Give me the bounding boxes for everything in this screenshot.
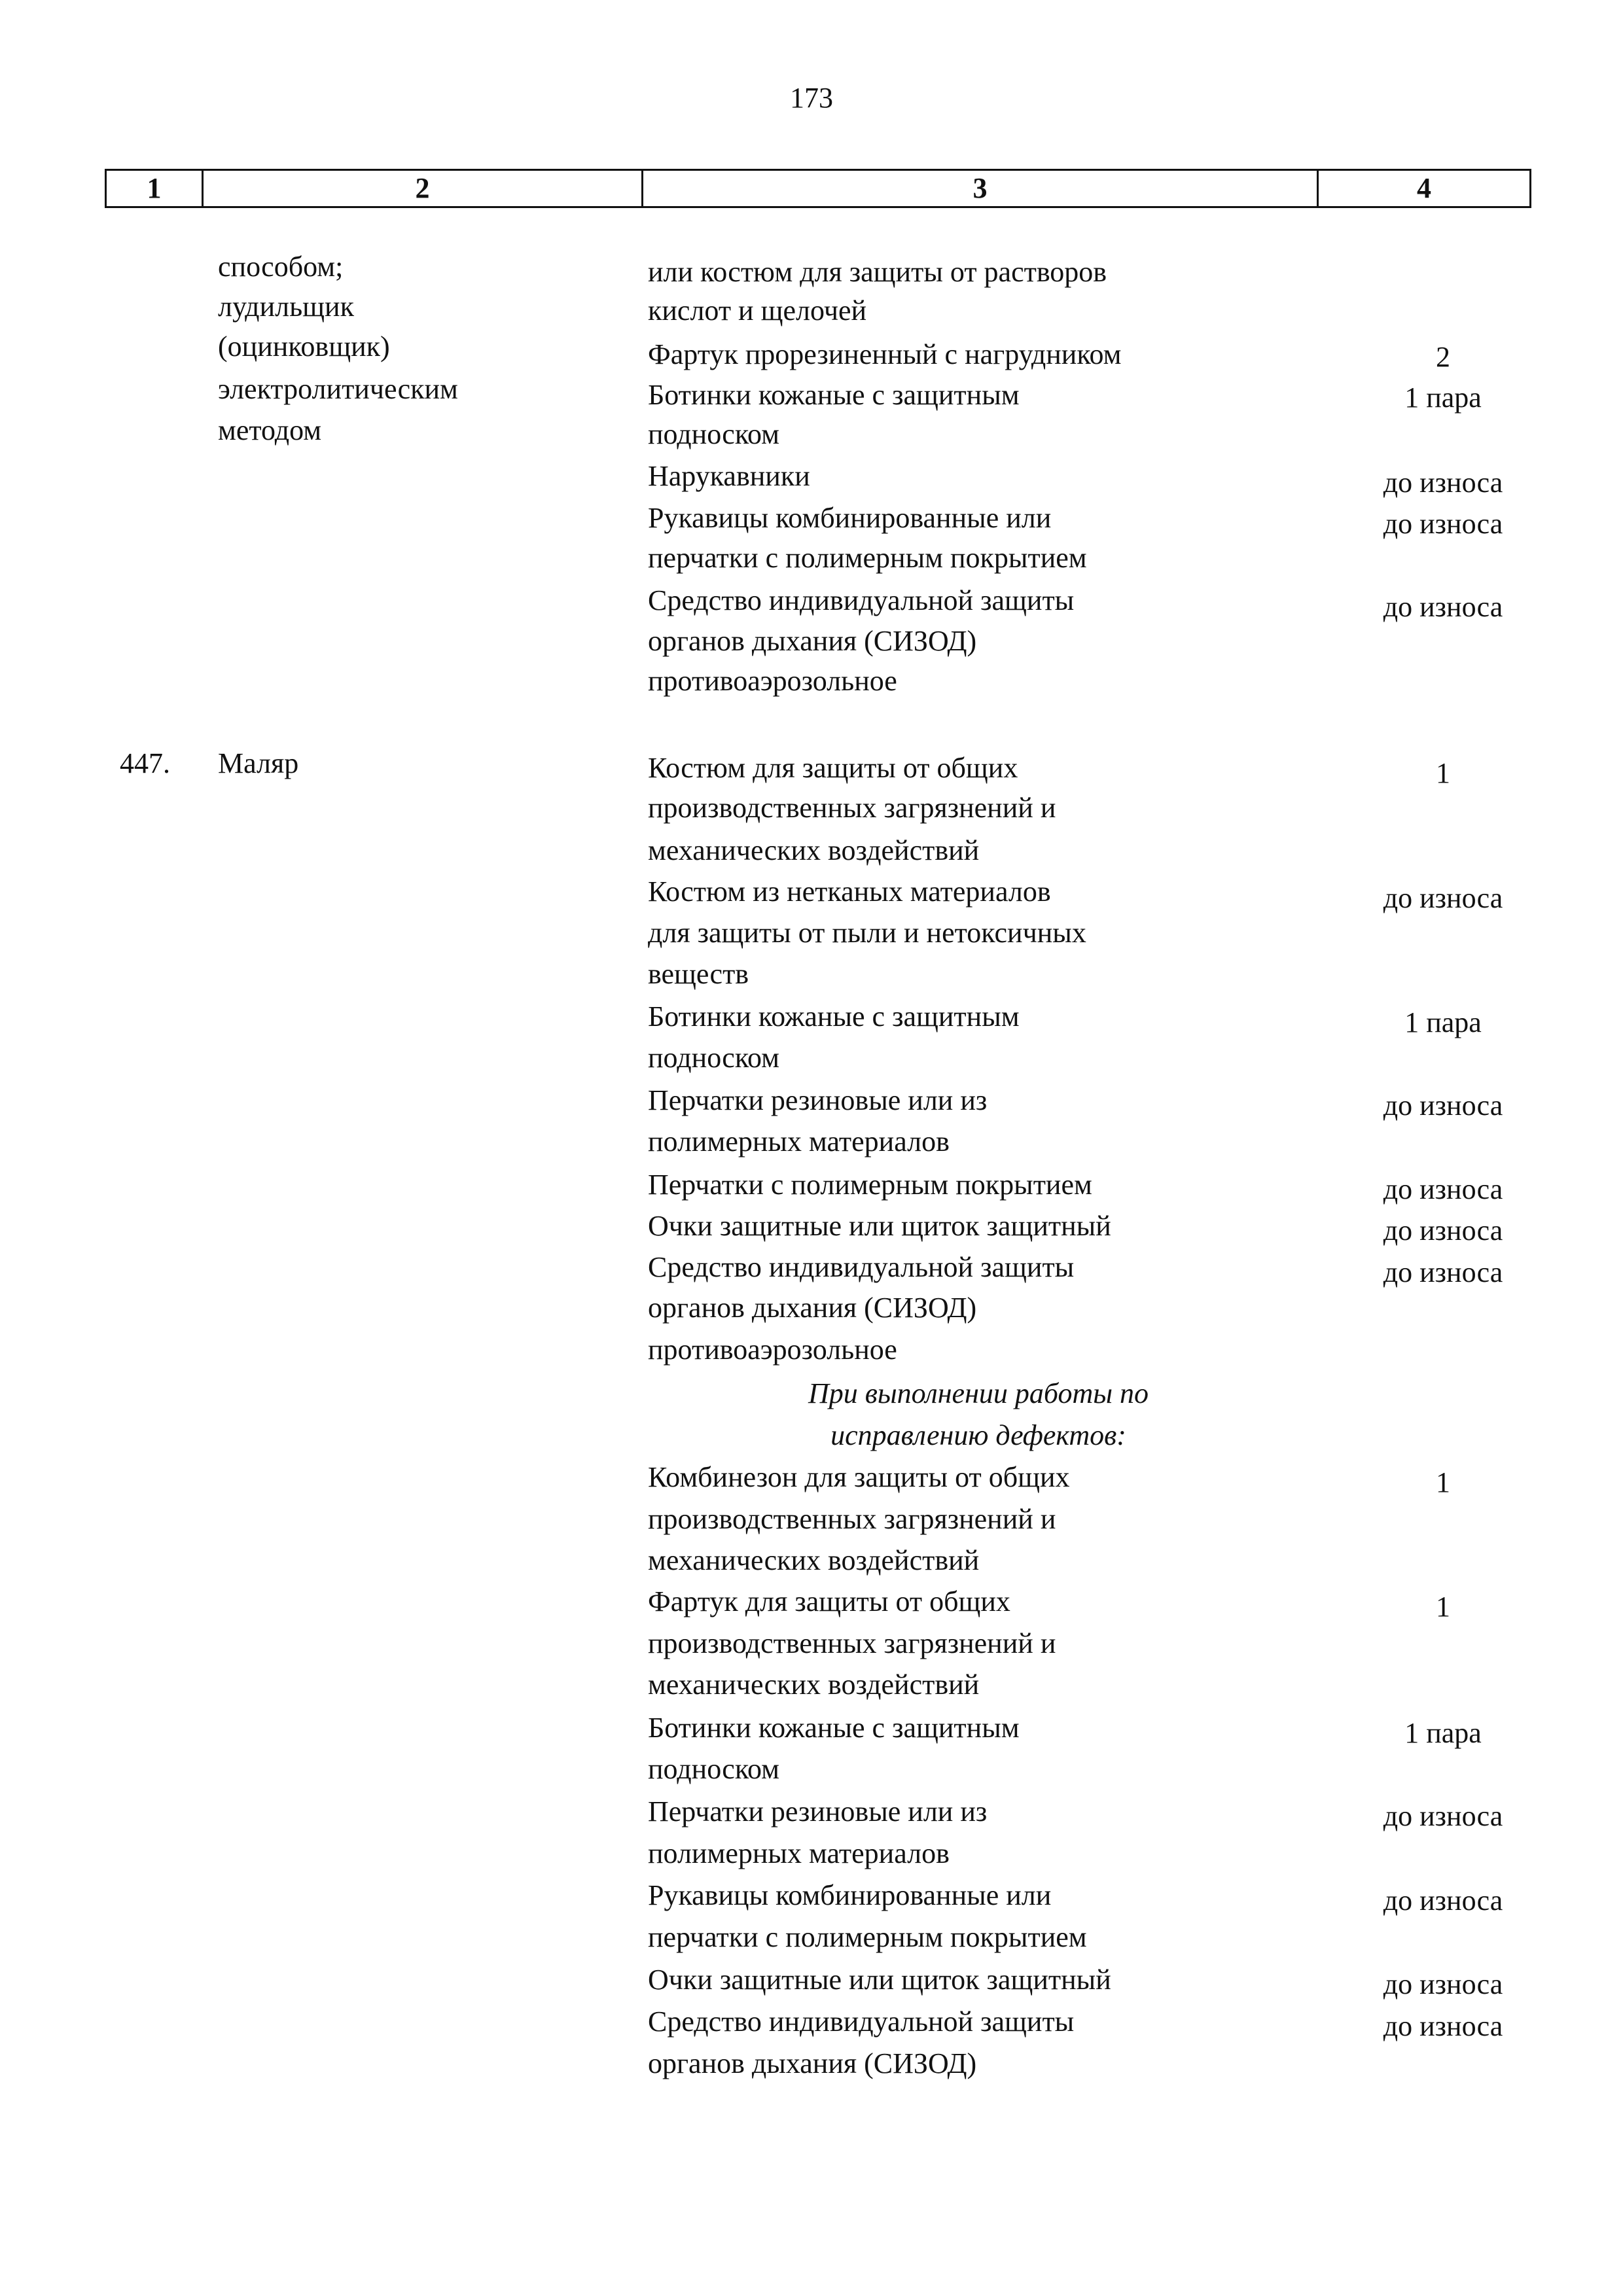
column-header-1: 1 bbox=[107, 171, 204, 206]
ppe-item-line: Ботинки кожаные с защитным bbox=[648, 379, 1020, 411]
ppe-norm: до износа bbox=[1383, 508, 1503, 540]
ppe-norm: до износа bbox=[1383, 1968, 1503, 2000]
ppe-norm: до износа bbox=[1383, 1256, 1503, 1288]
profession-line: (оцинковщик) bbox=[218, 330, 390, 362]
ppe-norm: до износа bbox=[1383, 1214, 1503, 1246]
ppe-item-line: производственных загрязнений и bbox=[648, 792, 1056, 824]
ppe-norm: 1 пара bbox=[1404, 1717, 1482, 1749]
ppe-norm: 1 bbox=[1436, 1591, 1450, 1623]
ppe-item-line: или костюм для защиты от растворов bbox=[648, 256, 1107, 288]
column-header-4: 4 bbox=[1417, 172, 1431, 204]
column-header-2: 2 bbox=[204, 171, 643, 206]
ppe-item-line: подноском bbox=[648, 1753, 779, 1785]
ppe-item-line: органов дыхания (СИЗОД) bbox=[648, 1292, 977, 1324]
ppe-item-line: подноском bbox=[648, 1042, 779, 1074]
entry-number: 447. bbox=[120, 747, 170, 779]
ppe-item-line: Очки защитные или щиток защитный bbox=[648, 1210, 1111, 1242]
section-note-line: исправлению дефектов: bbox=[830, 1419, 1126, 1451]
ppe-item-line: Фартук для защиты от общих bbox=[648, 1585, 1010, 1617]
ppe-item-line: Средство индивидуальной защиты bbox=[648, 584, 1075, 616]
ppe-item-line: подноском bbox=[648, 418, 779, 450]
ppe-norm: 1 пара bbox=[1404, 381, 1482, 414]
ppe-norm: до износа bbox=[1383, 467, 1503, 499]
ppe-item-line: Фартук прорезиненный с нагрудником bbox=[648, 338, 1122, 370]
ppe-item-line: полимерных материалов bbox=[648, 1125, 950, 1157]
page-number: 173 bbox=[790, 82, 833, 114]
ppe-norm: до износа bbox=[1383, 591, 1503, 623]
ppe-item-line: Перчатки с полимерным покрытием bbox=[648, 1169, 1092, 1201]
ppe-item-line: кислот и щелочей bbox=[648, 294, 867, 327]
ppe-item-line: Костюм для защиты от общих bbox=[648, 752, 1018, 784]
ppe-item-line: Перчатки резиновые или из bbox=[648, 1795, 988, 1828]
section-note-line: При выполнении работы по bbox=[808, 1377, 1149, 1409]
ppe-norm: до износа bbox=[1383, 1173, 1503, 1205]
ppe-item-line: Ботинки кожаные с защитным bbox=[648, 1000, 1020, 1033]
ppe-item-line: Очки защитные или щиток защитный bbox=[648, 1964, 1111, 1996]
ppe-item-line: Средство индивидуальной защиты bbox=[648, 2005, 1075, 2038]
ppe-item-line: Костюм из нетканых материалов bbox=[648, 875, 1051, 908]
ppe-item-line: перчатки с полимерным покрытием bbox=[648, 542, 1087, 574]
ppe-norm: 2 bbox=[1436, 341, 1450, 373]
ppe-norm: до износа bbox=[1383, 1089, 1503, 1122]
ppe-item-line: механических воздействий bbox=[648, 1544, 980, 1576]
ppe-item-line: противоаэрозольное bbox=[648, 1333, 897, 1366]
ppe-item-line: органов дыхания (СИЗОД) bbox=[648, 2047, 977, 2079]
ppe-item-line: Ботинки кожаные с защитным bbox=[648, 1712, 1020, 1744]
ppe-norm: 1 пара bbox=[1404, 1006, 1482, 1038]
ppe-item-line: Перчатки резиновые или из bbox=[648, 1084, 988, 1116]
profession-line: способом; bbox=[218, 251, 344, 283]
ppe-norm: до износа bbox=[1383, 1800, 1503, 1832]
ppe-norm: 1 bbox=[1436, 1466, 1450, 1498]
ppe-norm: до износа bbox=[1383, 1884, 1503, 1916]
ppe-item-line: Средство индивидуальной защиты bbox=[648, 1251, 1075, 1283]
ppe-item-line: производственных загрязнений и bbox=[648, 1627, 1056, 1659]
column-header-row bbox=[105, 169, 1531, 208]
profession-name: Маляр bbox=[218, 747, 299, 779]
ppe-item-line: перчатки с полимерным покрытием bbox=[648, 1921, 1087, 1953]
ppe-item-line: Нарукавники bbox=[648, 460, 810, 492]
profession-line: методом bbox=[218, 414, 322, 446]
ppe-item-line: веществ bbox=[648, 958, 749, 990]
ppe-item-line: Рукавицы комбинированные или bbox=[648, 502, 1052, 534]
profession-line: лудильщик bbox=[218, 291, 354, 323]
ppe-item-line: механических воздействий bbox=[648, 834, 980, 866]
ppe-item-line: механических воздействий bbox=[648, 1669, 980, 1701]
ppe-item-line: производственных загрязнений и bbox=[648, 1503, 1056, 1535]
ppe-item-line: полимерных материалов bbox=[648, 1837, 950, 1869]
ppe-item-line: Рукавицы комбинированные или bbox=[648, 1879, 1052, 1911]
ppe-item-line: Комбинезон для защиты от общих bbox=[648, 1461, 1070, 1493]
ppe-norm: 1 bbox=[1436, 757, 1450, 789]
ppe-norm: до износа bbox=[1383, 2010, 1503, 2042]
ppe-norm: до износа bbox=[1383, 882, 1503, 914]
column-header-3: 3 bbox=[643, 171, 1319, 206]
ppe-item-line: органов дыхания (СИЗОД) bbox=[648, 625, 977, 657]
ppe-item-line: противоаэрозольное bbox=[648, 665, 897, 697]
profession-line: электролитическим bbox=[218, 373, 458, 405]
ppe-item-line: для защиты от пыли и нетоксичных bbox=[648, 917, 1086, 949]
